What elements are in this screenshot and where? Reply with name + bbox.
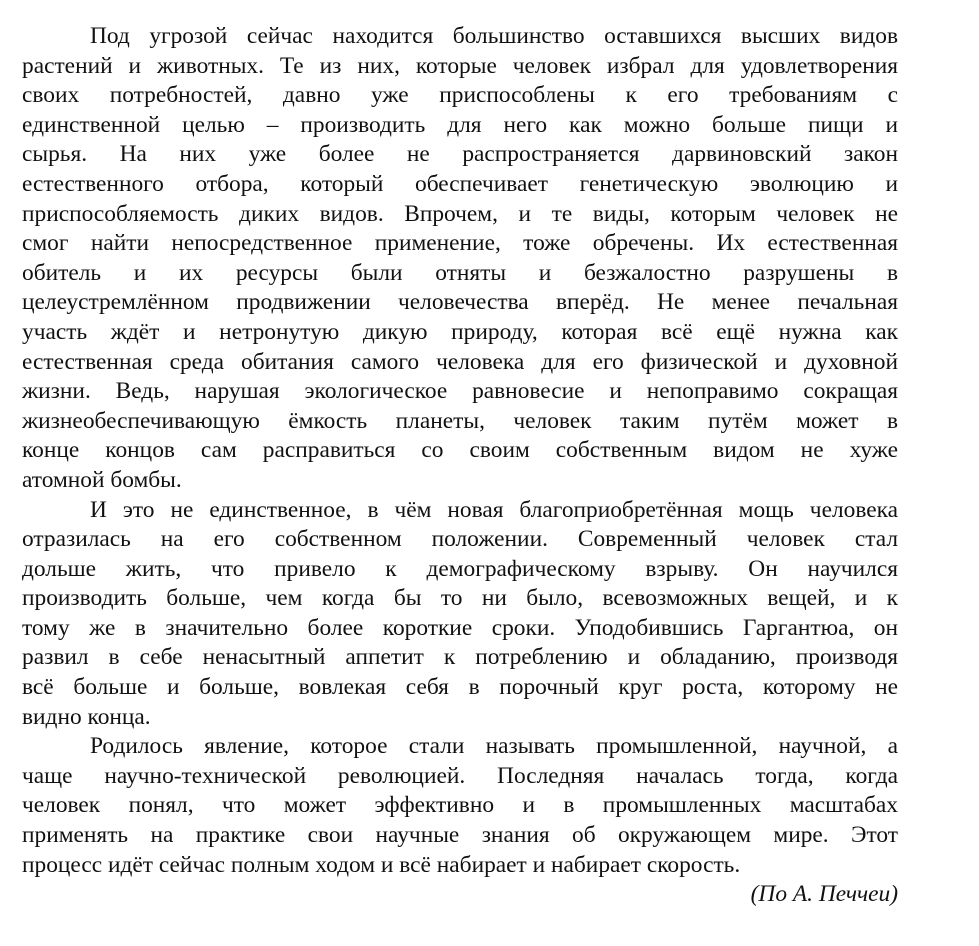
text-line: производить больше, чем когда бы то ни было, всевозможных вещей, и к (22, 585, 898, 612)
text-line: единственной целью – производить для него как можно больше пищи и (22, 111, 898, 138)
text-line: всё больше и больше, вовлекая себя в порочный круг роста, которому не (22, 674, 898, 701)
paragraph (22, 22, 898, 496)
text-line: И это не единственное, в чём новая благоприобретённая мощь человека (90, 496, 898, 523)
text-line: сырья. На них уже более не распространяется дарвиновский закон (22, 141, 898, 168)
text-line: процесс идёт сейчас полным ходом и всё набирает и набирает скорость. (22, 851, 741, 878)
paragraph (22, 496, 898, 733)
text-line: целеустремлённом продвижении человечества вперёд. Не менее печальная (22, 289, 898, 316)
text-line: смог найти непосредственное применение, тоже обречены. Их естественная (22, 230, 898, 257)
text-line: жизни. Ведь, нарушая экологическое равновесие и непоправимо сокращая (22, 378, 898, 405)
text-line: человек понял, что может эффективно и в промышленных масштабах (22, 792, 898, 819)
text-line: развил в себе ненасытный аппетит к потреблению и обладанию, производя (22, 644, 898, 671)
text-line: естественного отбора, который обеспечивает генетическую эволюцию и (22, 170, 898, 197)
text-line: тому же в значительно более короткие сроки. Уподобившись Гаргантюа, он (22, 614, 898, 641)
text-line: Родилось явление, которое стали называть промышленной, научной, а (90, 733, 898, 760)
document-body (22, 22, 898, 910)
text-line: участь ждёт и нетронутую дикую природу, которая всё ещё нужна как (22, 318, 898, 345)
text-line: применять на практике свои научные знания об окружающем мире. Этот (22, 822, 898, 849)
text-line: Под угрозой сейчас находится большинство оставшихся высших видов (90, 23, 898, 49)
text-line: жизнеобеспечивающую ёмкость планеты, человек таким путём может в (22, 407, 898, 434)
text-line: дольше жить, что привело к демографическому взрыву. Он научился (22, 555, 898, 582)
text-line: отразилась на его собственном положении. Современный человек стал (22, 526, 898, 553)
text-line: приспособляемость диких видов. Впрочем, и те виды, которым человек не (22, 200, 898, 227)
attribution: (По А. Печчеи) (750, 881, 898, 908)
text-line: естественная среда обитания самого человека для его физической и духовной (22, 348, 898, 375)
text-line: растений и животных. Те из них, которые человек избрал для удовлетворения (22, 52, 898, 79)
paragraph (22, 732, 898, 880)
paragraphs (22, 22, 898, 880)
text-line: чаще научно-технической революцией. Последняя началась тогда, когда (22, 762, 898, 789)
text-line: видно конца. (22, 703, 151, 730)
text-line: атомной бомбы. (22, 466, 182, 493)
text-line: обитель и их ресурсы были отняты и безжалостно разрушены в (22, 259, 898, 286)
text-line: своих потребностей, давно уже приспособлены к его требованиям с (22, 82, 898, 109)
text-line: конце концов сам расправиться со своим собственным видом не хуже (22, 437, 898, 464)
